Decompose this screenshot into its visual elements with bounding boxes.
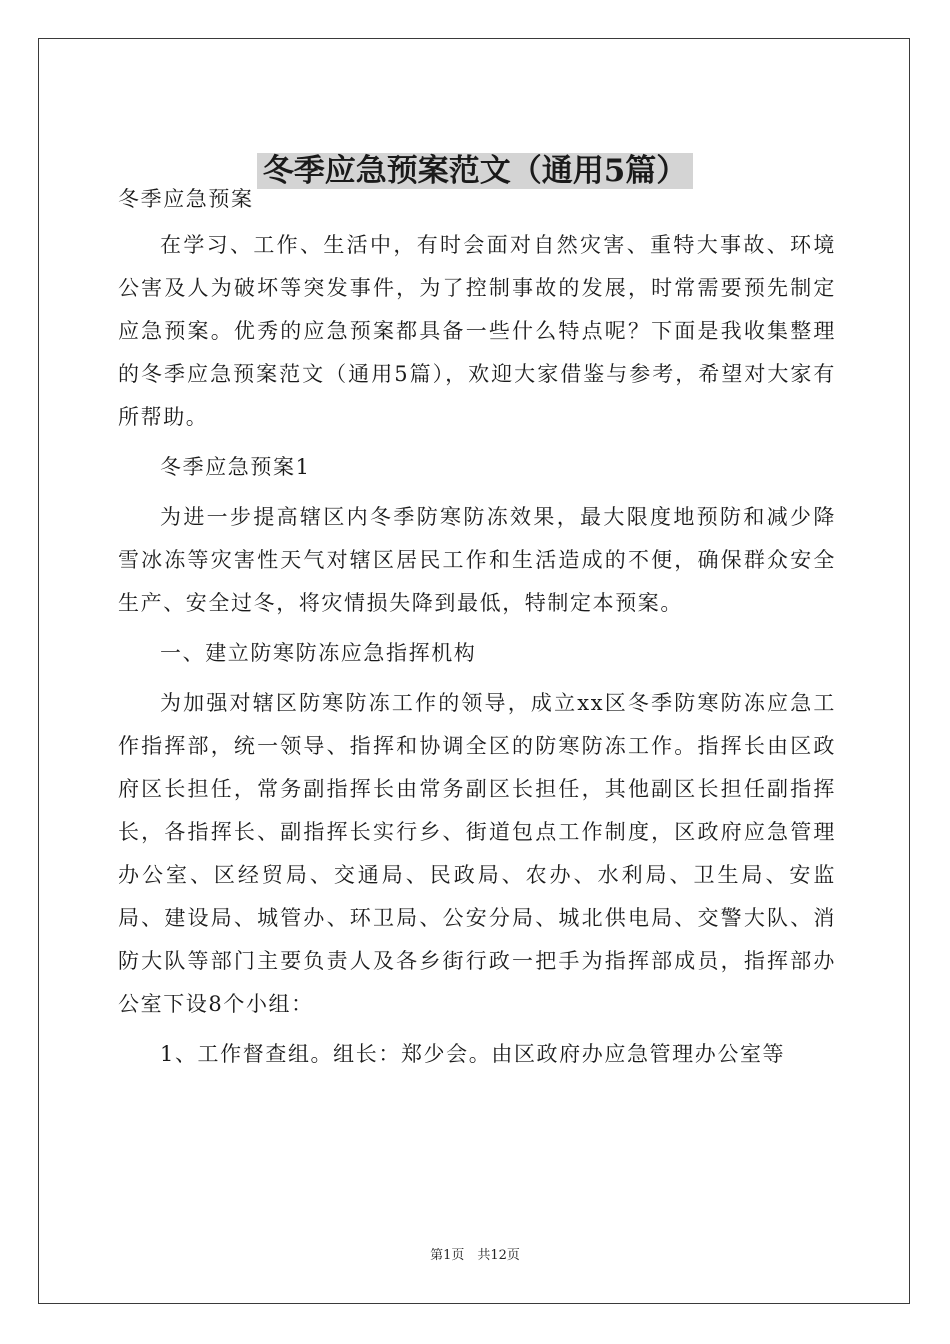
page-footer: 第1页 共12页 bbox=[430, 1248, 520, 1263]
document-title: 冬季应急预案范文（通用5篇） bbox=[0, 149, 950, 193]
section-heading: 冬季应急预案 bbox=[118, 187, 254, 211]
intro-paragraph: 在学习、工作、生活中，有时会面对自然灾害、重特大事故、环境公害及人为破坏等突发事件，为了控制事故的发展，时常需要预先制定应急预案。优秀的应急预案都具备一些什么特点呢？下面是我收集整理的冬季应急预案范文（通用5篇），欢迎大家借鉴与参考，希望对大家有所帮助。 bbox=[118, 233, 836, 429]
command-paragraph: 为加强对辖区防寒防冻工作的领导，成立xx区冬季防寒防冻应急工作指挥部，统一领导、指挥和协调全区的防寒防冻工作。指挥长由区政府区长担任，常务副指挥长由常务副区长担任，其他副区长担任副指挥长，各指挥长、副指挥长实行乡、街道包点工作制度，区政府应急管理办公室、区经贸局、交通局、民政局、农办、水利局、卫生局、安监局、建设局、城管办、环卫局、公安分局、城北供电局、交警大队、消防大队等部门主要负责人及各乡街行政一把手为指挥部成员，指挥部办公室下设8个小组： bbox=[118, 691, 836, 1016]
document-body bbox=[118, 178, 836, 1083]
group-one-paragraph: 1、工作督查组。组长：郑少会。由区政府办应急管理办公室等 bbox=[160, 1042, 786, 1066]
section-one-heading: 一、建立防寒防冻应急指挥机构 bbox=[160, 641, 477, 665]
purpose-paragraph: 为进一步提高辖区内冬季防寒防冻效果，最大限度地预防和减少降雪冰冻等灾害性天气对辖区居民工作和生活造成的不便，确保群众安全生产、安全过冬，将灾情损失降到最低，特制定本预案。 bbox=[118, 505, 836, 615]
plan-heading: 冬季应急预案1 bbox=[160, 455, 311, 479]
